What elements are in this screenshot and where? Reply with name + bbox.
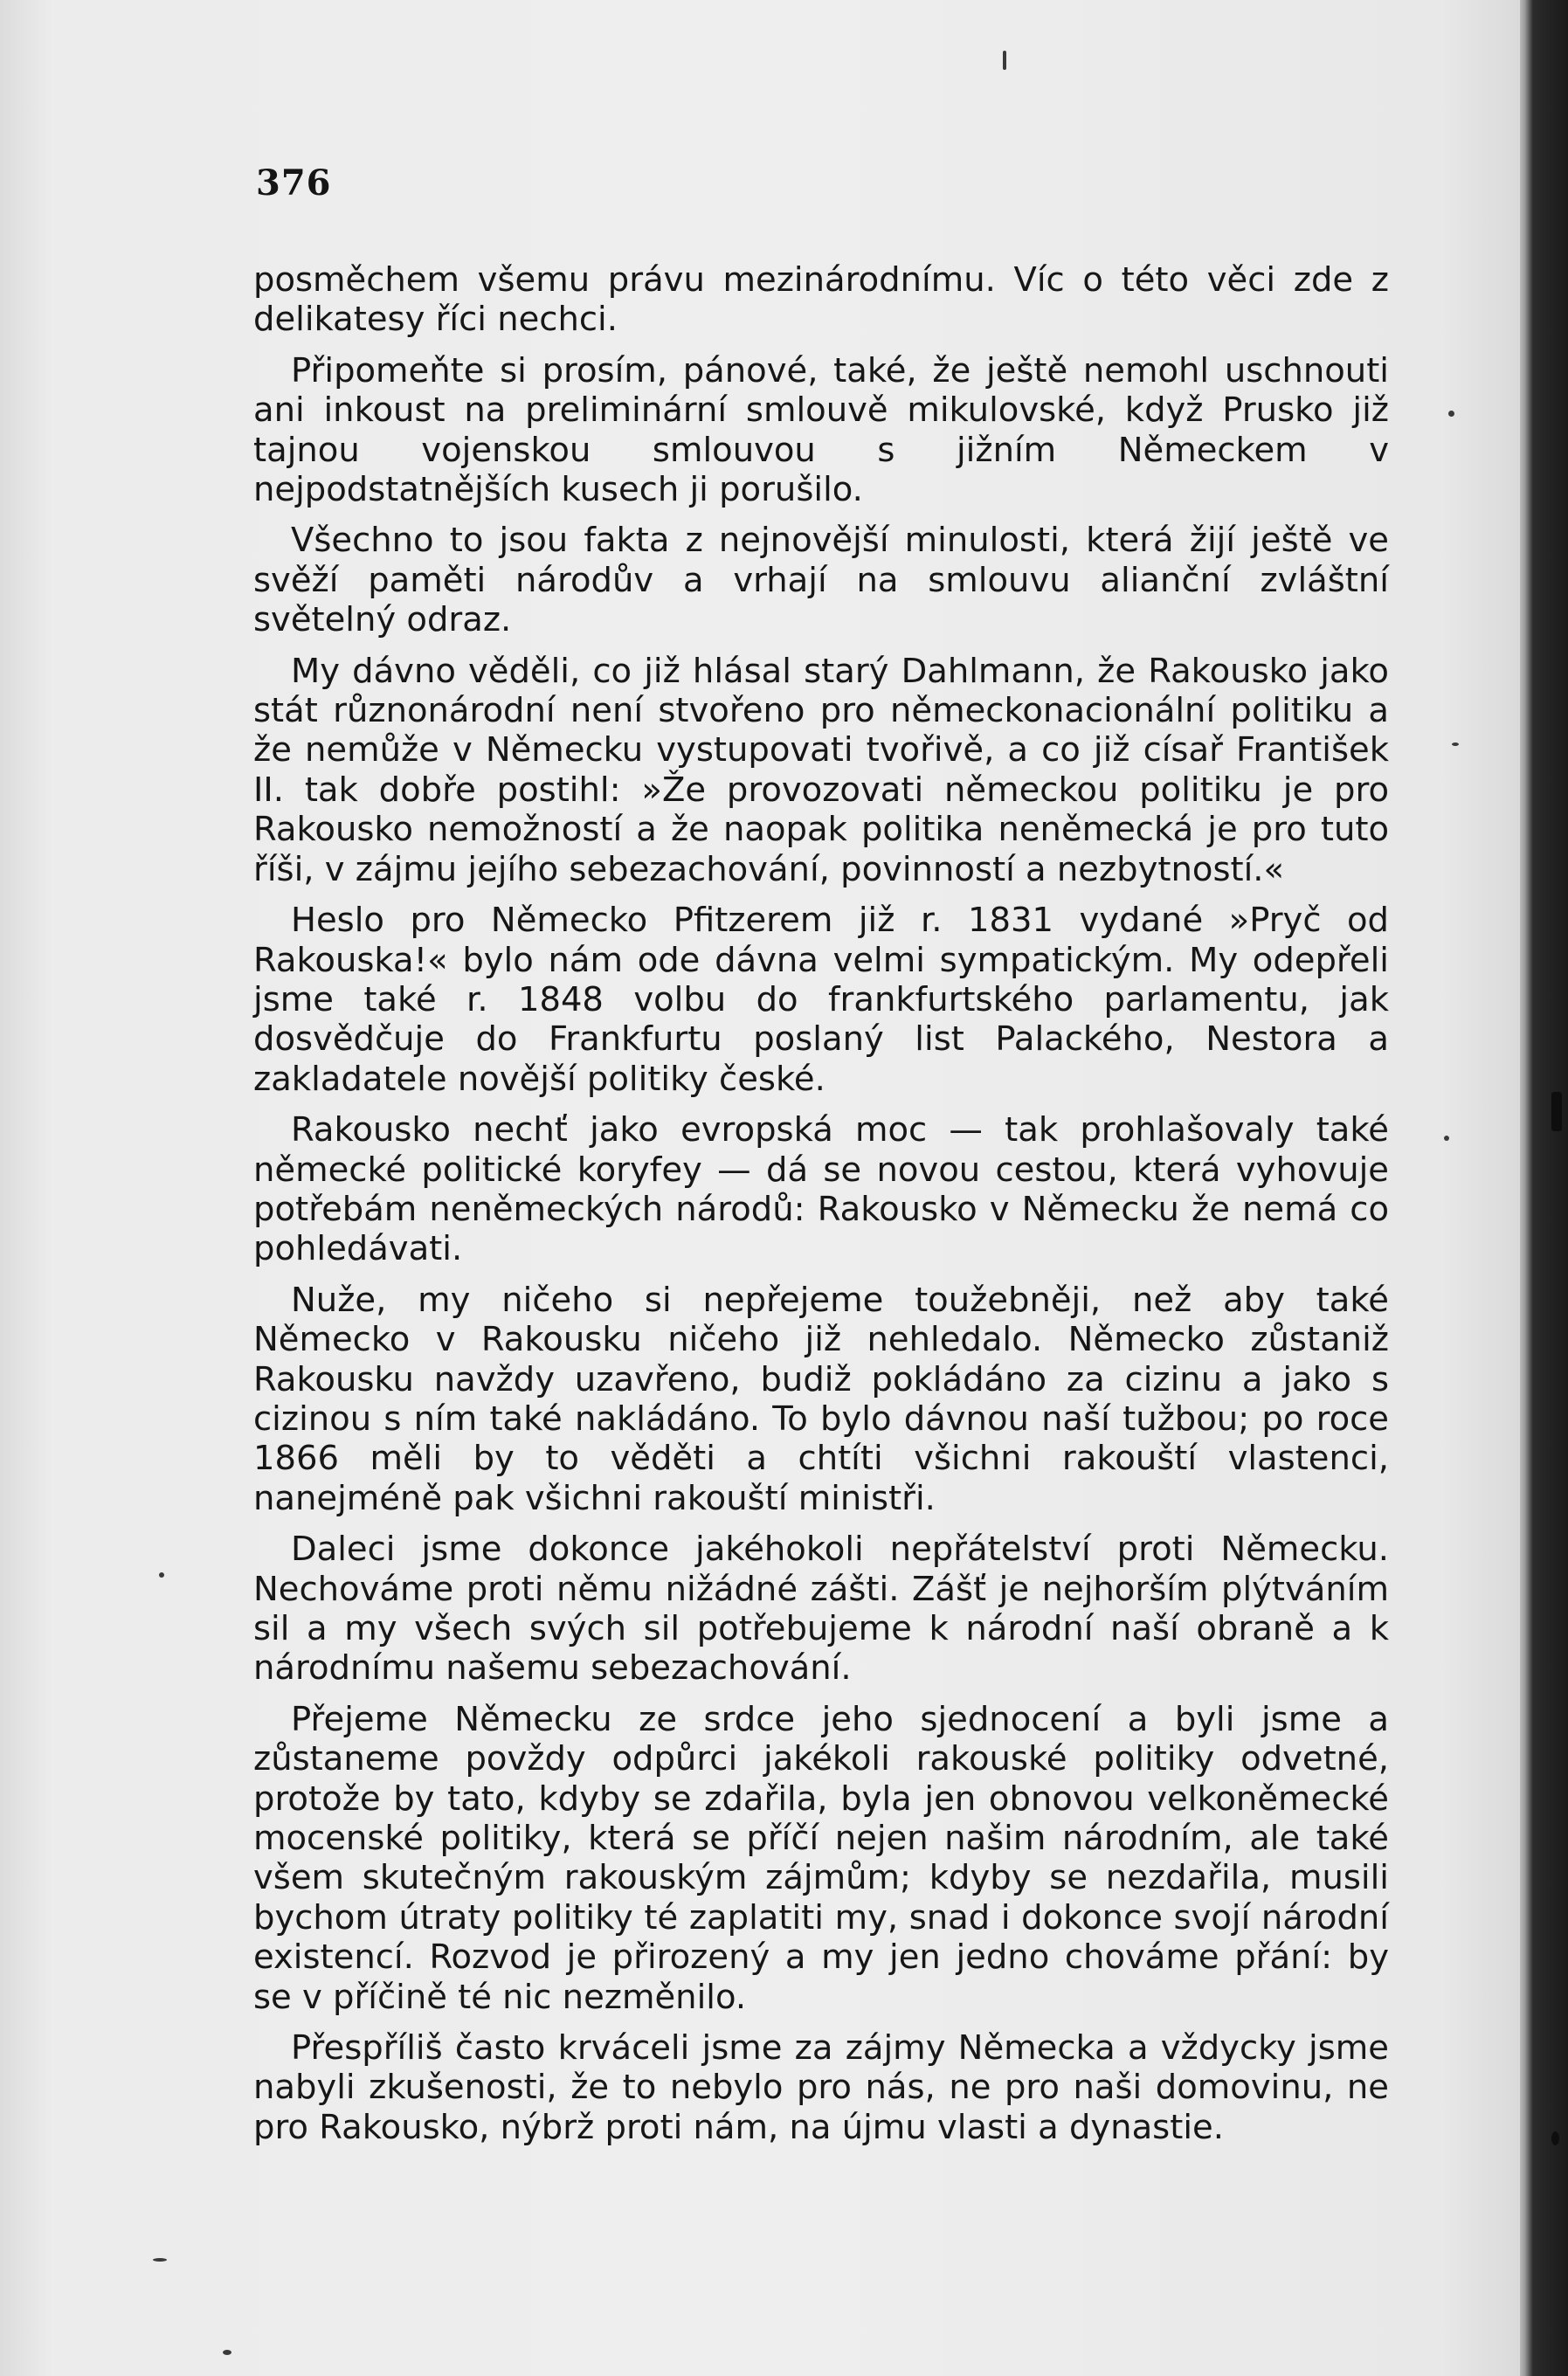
scan-speck [153, 2258, 167, 2262]
scan-speck [1003, 51, 1006, 70]
paragraph-8: Daleci jsme dokonce jakéhokoli nepřátelství proti Německu. Nechováme proti němu nižádné zášti. Zášť je nejhorším plýtváním sil a my všech svých sil potřebujeme k národní naší obraně a k národnímu našemu sebezachování. [253, 1530, 1389, 1689]
scan-speck [223, 2350, 231, 2355]
page-number: 376 [256, 162, 332, 204]
page-edge-shadow [1520, 0, 1525, 2376]
scan-speck [1551, 1092, 1562, 1131]
paragraph-4: My dávno věděli, co již hlásal starý Dahlmann, že Rakousko jako stát různonárodní není stvořeno pro německonacionální politiku a že nemůže v Německu vystupovati tvořivě, a co již císař František II. tak dobře postihl: »Že provozovati německou politiku je pro Rakousko nemožností a že naopak politika neněmecká je pro tuto říši, v zájmu jejího sebezachování, povinností a nezbytností.« [253, 651, 1389, 889]
scan-speck [1448, 411, 1454, 417]
scan-speck [1444, 1136, 1449, 1141]
scan-speck [1551, 2131, 1559, 2145]
scan-speck [159, 1572, 164, 1578]
paragraph-3: Všechno to jsou fakta z nejnovější minulosti, která žijí ještě ve svěží paměti národův a vrhají na smlouvu alianční zvláštní světelný odraz. [253, 521, 1389, 640]
paragraph-10: Přespříliš často krváceli jsme za zájmy Německa a vždycky jsme nabyli zkušenosti, že to nebylo pro nás, ne pro naši domovinu, ne pro Rakousko, nýbrž proti nám, na újmu vlasti a dynastie. [253, 2028, 1389, 2147]
paragraph-1: posměchem všemu právu mezinárodnímu. Víc o této věci zde z delikatesy říci nechci. [253, 260, 1389, 340]
paragraph-7: Nuže, my ničeho si nepřejeme toužebněji, než aby také Německo v Rakousku ničeho již nehledalo. Německo zůstaniž Rakousku navždy uzavřeno, budiž pokládáno za cizinu a jako s cizinou s ním také nakládáno. To bylo dávnou naší tužbou; po roce 1866 měli by to věděti a chtíti všichni rakouští vlastenci, nanejméně pak všichni rakouští ministři. [253, 1280, 1389, 1518]
body-text [253, 260, 1389, 2158]
paragraph-6: Rakousko nechť jako evropská moc — tak prohlašovaly také německé politické koryfey — dá se novou cestou, která vyhovuje potřebám neněmeckých národů: Rakousko v Německu že nemá co pohledávati. [253, 1110, 1389, 1269]
paragraph-5: Heslo pro Německo Pfitzerem již r. 1831 vydané »Pryč od Rakouska!« bylo nám ode dávna velmi sympatickým. My odepřeli jsme také r. 1848 volbu do frankfurtského parlamentu, jak dosvědčuje do Frankfurtu poslaný list Palackého, Nestora a zakladatele novější politiky české. [253, 901, 1389, 1099]
paragraph-2: Připomeňte si prosím, pánové, také, že ještě nemohl uschnouti ani inkoust na preliminární smlouvě mikulovské, když Prusko již tajnou vojenskou smlouvou s jižním Německem v nejpodstatnějších kusech ji porušilo. [253, 350, 1389, 510]
paragraph-9: Přejeme Německu ze srdce jeho sjednocení a byli jsme a zůstaneme povždy odpůrci jakékoli rakouské politiky odvetné, protože by tato, kdyby se zdařila, byla jen obnovou velkoněmecké mocenské politiky, která se příčí nejen našim národním, ale také všem skutečným rakouským zájmům; kdyby se nezdařila, musili bychom útraty politiky té zaplatiti my, snad i dokonce svojí národní existencí. Rozvod je přirozený a my jen jedno chováme přání: by se v příčině té nic nezměnilo. [253, 1699, 1389, 2017]
scan-speck [1452, 742, 1459, 746]
